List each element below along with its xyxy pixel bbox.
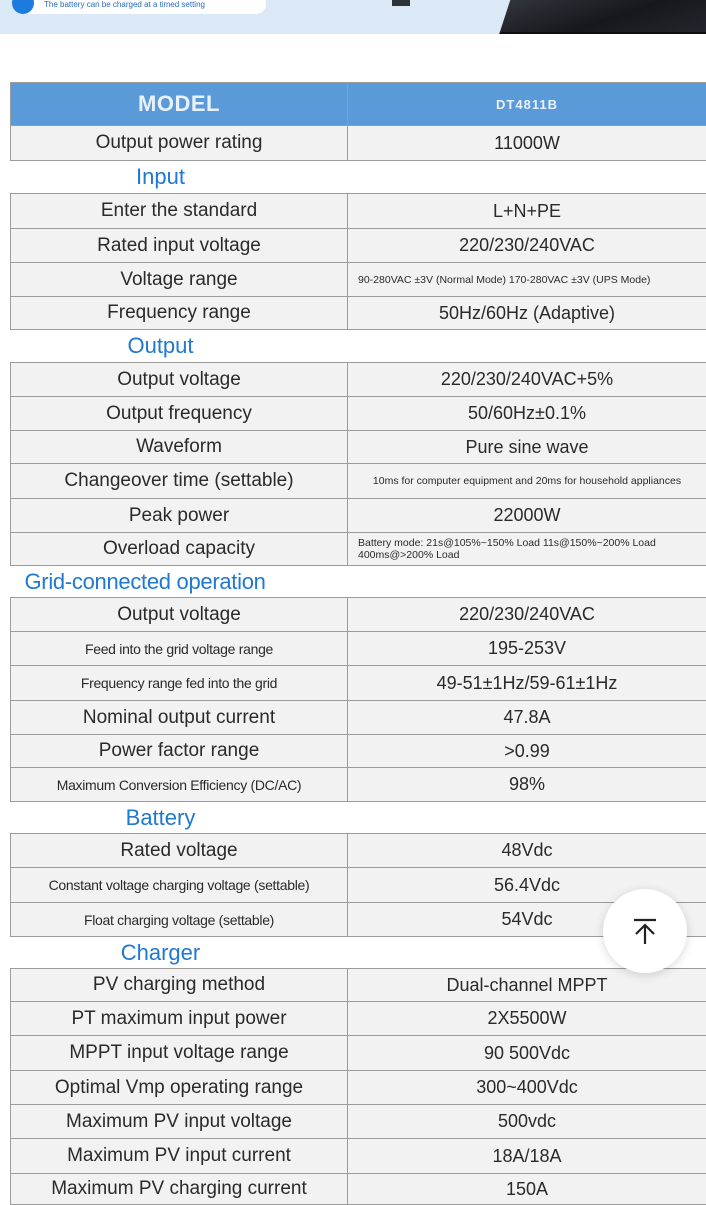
spec-row bbox=[11, 598, 706, 632]
section-header bbox=[11, 937, 706, 969]
spec-name: Waveform bbox=[11, 431, 348, 464]
spec-row bbox=[11, 903, 706, 937]
section-title: Input bbox=[11, 164, 311, 190]
inverter-product-image bbox=[499, 0, 706, 34]
spec-row bbox=[11, 1139, 706, 1174]
spec-name: Changeover time (settable) bbox=[11, 464, 348, 499]
spec-name: Output frequency bbox=[11, 397, 348, 431]
spec-name: MPPT input voltage range bbox=[11, 1036, 348, 1071]
spec-name: PV charging method bbox=[11, 969, 348, 1002]
spec-row bbox=[11, 701, 706, 735]
spec-row bbox=[11, 126, 706, 161]
spec-value: 2X5500W bbox=[348, 1002, 706, 1036]
spec-row bbox=[11, 666, 706, 701]
section-title: Charger bbox=[11, 940, 311, 966]
spec-value: 47.8A bbox=[348, 701, 706, 735]
spec-value: 54Vdc bbox=[348, 903, 706, 937]
spec-name: Maximum PV input voltage bbox=[11, 1105, 348, 1139]
spec-name: Output power rating bbox=[11, 126, 348, 161]
spec-row bbox=[11, 868, 706, 903]
spec-value: 220/230/240VAC bbox=[348, 229, 706, 263]
spec-name: Maximum PV input current bbox=[11, 1139, 348, 1174]
spec-value: 48Vdc bbox=[348, 834, 706, 868]
spec-name: Output voltage bbox=[11, 363, 348, 397]
spec-name: Output voltage bbox=[11, 598, 348, 632]
spec-value: 220/230/240VAC+5% bbox=[348, 363, 706, 397]
spec-name: Rated voltage bbox=[11, 834, 348, 868]
spec-row bbox=[11, 735, 706, 768]
spec-name: Maximum PV charging current bbox=[11, 1174, 348, 1205]
spec-value: Pure sine wave bbox=[348, 431, 706, 464]
spec-name: Overload capacity bbox=[11, 533, 348, 566]
spec-row bbox=[11, 1002, 706, 1036]
spec-row bbox=[11, 263, 706, 297]
section-header bbox=[11, 802, 706, 834]
spec-row bbox=[11, 397, 706, 431]
section-header bbox=[11, 566, 706, 598]
spec-value: 220/230/240VAC bbox=[348, 598, 706, 632]
spec-value: Dual-channel MPPT bbox=[348, 969, 706, 1002]
spec-row bbox=[11, 768, 706, 802]
spec-row bbox=[11, 1036, 706, 1071]
spec-row bbox=[11, 533, 706, 566]
spec-row bbox=[11, 1105, 706, 1139]
model-header-row bbox=[11, 83, 706, 126]
spec-row bbox=[11, 431, 706, 464]
spec-value: 10ms for computer equipment and 20ms for household appliances bbox=[348, 464, 706, 499]
spec-row bbox=[11, 229, 706, 263]
spec-value: 500vdc bbox=[348, 1105, 706, 1139]
scroll-to-top-button[interactable] bbox=[603, 889, 687, 973]
spec-name: Voltage range bbox=[11, 263, 348, 297]
spec-value: 98% bbox=[348, 768, 706, 802]
spec-name: Feed into the grid voltage range bbox=[11, 632, 348, 666]
section-header bbox=[11, 330, 706, 363]
spec-row bbox=[11, 363, 706, 397]
spec-name: Nominal output current bbox=[11, 701, 348, 735]
section-title: Battery bbox=[11, 805, 311, 831]
spec-row bbox=[11, 1071, 706, 1105]
spec-row bbox=[11, 1174, 706, 1205]
spec-value: 90 500Vdc bbox=[348, 1036, 706, 1071]
spec-table bbox=[10, 82, 706, 1205]
spec-name: Power factor range bbox=[11, 735, 348, 768]
spec-value: 22000W bbox=[348, 499, 706, 533]
spec-name: Frequency range bbox=[11, 297, 348, 330]
spec-value: L+N+PE bbox=[348, 194, 706, 229]
spec-value: 11000W bbox=[348, 126, 706, 161]
spec-row bbox=[11, 464, 706, 499]
arrow-up-to-top-icon bbox=[630, 916, 660, 946]
spec-value: 195-253V bbox=[348, 632, 706, 666]
banner-product-edge bbox=[392, 0, 410, 6]
spec-name: Rated input voltage bbox=[11, 229, 348, 263]
spec-name: Constant voltage charging voltage (settable) bbox=[11, 868, 348, 903]
spec-value: 90-280VAC ±3V (Normal Mode) 170-280VAC ±3V (UPS Mode) bbox=[348, 263, 706, 297]
spec-name: PT maximum input power bbox=[11, 1002, 348, 1036]
spec-name: Frequency range fed into the grid bbox=[11, 666, 348, 701]
section-title: Output bbox=[11, 333, 311, 359]
spec-value: 56.4Vdc bbox=[348, 868, 706, 903]
spec-value: Battery mode: 21s@105%~150% Load 11s@150%~200% Load 400ms@>200% Load bbox=[348, 533, 706, 566]
top-banner bbox=[0, 0, 706, 34]
spec-value: 50Hz/60Hz (Adaptive) bbox=[348, 297, 706, 330]
spec-value: 50/60Hz±0.1% bbox=[348, 397, 706, 431]
spec-row bbox=[11, 834, 706, 868]
spec-name: Float charging voltage (settable) bbox=[11, 903, 348, 937]
section-title: Grid-connected operation bbox=[25, 569, 266, 594]
model-value: DT4811B bbox=[348, 83, 706, 126]
spec-name: Maximum Conversion Efficiency (DC/AC) bbox=[11, 768, 348, 802]
section-header bbox=[11, 161, 706, 194]
spec-value: 300~400Vdc bbox=[348, 1071, 706, 1105]
spec-row bbox=[11, 194, 706, 229]
spec-name: Optimal Vmp operating range bbox=[11, 1071, 348, 1105]
spec-name: Peak power bbox=[11, 499, 348, 533]
banner-caption-text: The battery can be charged at a timed setting bbox=[44, 0, 205, 9]
spec-value: 150A bbox=[348, 1174, 706, 1205]
spec-name: Enter the standard bbox=[11, 194, 348, 229]
spec-value: 18A/18A bbox=[348, 1139, 706, 1174]
check-circle-icon bbox=[12, 0, 34, 14]
model-label: MODEL bbox=[11, 83, 348, 126]
spec-row bbox=[11, 297, 706, 330]
spec-row bbox=[11, 632, 706, 666]
banner-caption bbox=[14, 0, 266, 14]
spec-value: >0.99 bbox=[348, 735, 706, 768]
spec-value: 49-51±1Hz/59-61±1Hz bbox=[348, 666, 706, 701]
spec-row bbox=[11, 499, 706, 533]
spec-row bbox=[11, 969, 706, 1002]
